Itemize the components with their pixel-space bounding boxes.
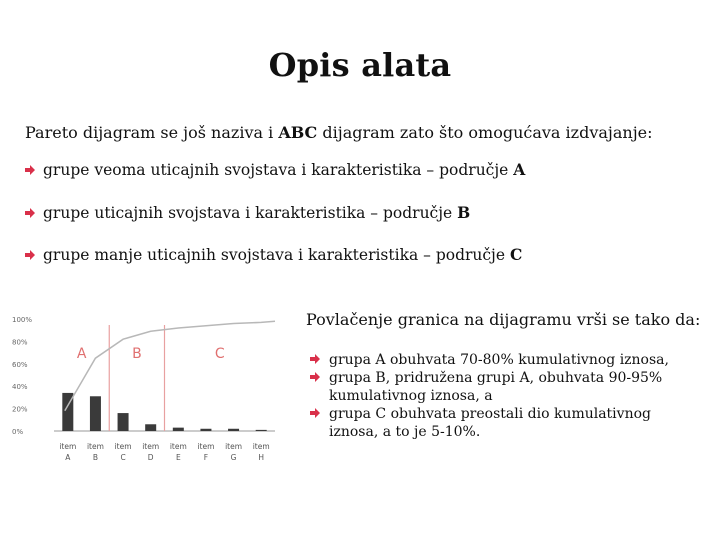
zone-label: A	[76, 346, 87, 362]
y-tick-label: 20%	[12, 405, 28, 414]
arrow-right-icon	[25, 250, 35, 260]
pareto-chart	[10, 310, 278, 472]
sub-bullet-item	[310, 351, 695, 369]
x-tick-label: item B	[86, 442, 104, 462]
bullet-item-b	[25, 203, 470, 222]
intro-text	[25, 123, 653, 142]
sub-bullet-item	[310, 405, 695, 441]
bullet-bold: A	[513, 160, 526, 179]
zone-lines	[109, 325, 164, 431]
sub-bullet-text: grupa A obuhvata 70-80% kumulativnog iznosa,	[329, 352, 669, 368]
bullet-text: grupe uticajnih svojstava i karakteristika – područje	[43, 204, 458, 222]
zone-labels	[77, 346, 225, 362]
x-tick-label: item G	[225, 442, 243, 462]
sub-bullet-item	[310, 369, 695, 405]
bullet-item-a	[25, 160, 525, 179]
bullet-text: grupe veoma uticajnih svojstava i karakteristika – područje	[43, 161, 514, 179]
bullet-text: grupe manje uticajnih svojstava i karakteristika – područje	[43, 246, 510, 264]
zone-label: C	[214, 346, 225, 362]
y-tick-label: 40%	[12, 383, 28, 392]
bullet-bold: C	[509, 245, 523, 264]
sub-bullet-text: grupa C obuhvata preostali dio kumulativnog iznosa, a to je 5-10%.	[329, 406, 651, 440]
zone-label: B	[132, 346, 142, 362]
page-title: Opis alata	[268, 46, 452, 84]
sub-bullet-text: grupa B, pridružena grupi A, obuhvata 90-95% kumulativnog iznosa, a	[329, 370, 663, 404]
povlacenje-text: Povlačenje granica na dijagramu vrši se tako da:	[306, 310, 701, 329]
arrow-right-icon	[310, 372, 320, 382]
arrow-right-icon	[25, 208, 35, 218]
bullet-bold: B	[457, 203, 471, 222]
bullet-item-c	[25, 245, 522, 264]
x-tick-label: item H	[252, 442, 270, 462]
arrow-right-icon	[310, 354, 320, 364]
y-tick-label: 80%	[12, 338, 28, 347]
bar	[173, 428, 184, 431]
x-tick-label: item D	[142, 442, 160, 462]
x-tick-label: item F	[197, 442, 215, 462]
x-tick-label: item E	[169, 442, 187, 462]
sub-bullet-list	[310, 351, 695, 441]
bar	[228, 429, 239, 431]
intro-text-after: dijagram zato što omogućava izdvajanje:	[317, 123, 653, 142]
bar	[90, 396, 101, 431]
intro-bold: ABC	[278, 123, 318, 142]
x-tick-label: item C	[114, 442, 132, 462]
bar	[145, 424, 156, 431]
intro-text-before: Pareto dijagram se još naziva i	[25, 123, 279, 142]
bar	[256, 430, 267, 431]
y-tick-label: 100%	[12, 316, 33, 324]
arrow-right-icon	[25, 165, 35, 175]
y-tick-label: 60%	[12, 360, 28, 369]
x-axis-labels	[59, 442, 269, 462]
bar	[200, 429, 211, 431]
x-tick-label: item A	[59, 442, 77, 462]
arrow-right-icon	[310, 408, 320, 418]
y-tick-label: 0%	[12, 428, 24, 436]
bar	[118, 413, 129, 431]
